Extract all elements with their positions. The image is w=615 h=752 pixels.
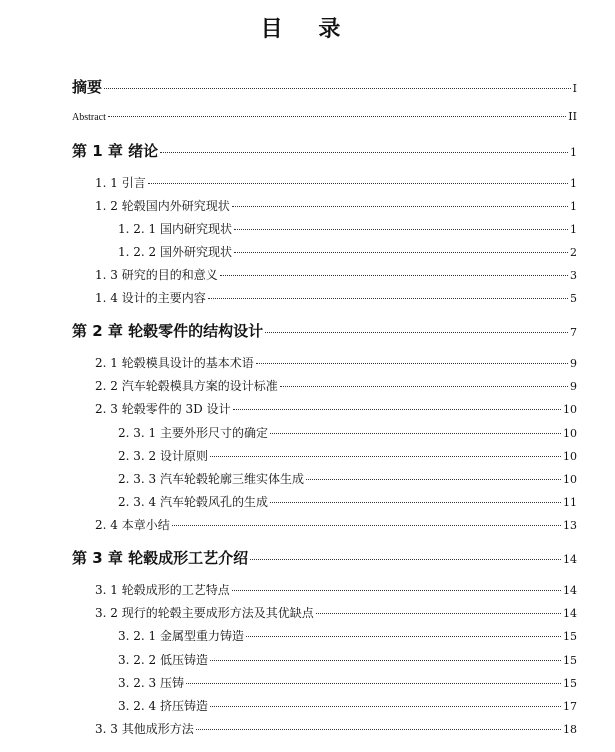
leader-dots bbox=[256, 363, 568, 364]
toc-entry[interactable] bbox=[72, 547, 577, 568]
toc-entry[interactable] bbox=[118, 674, 577, 691]
toc-entry[interactable] bbox=[95, 289, 577, 306]
toc-entry[interactable] bbox=[95, 516, 577, 533]
toc-entry-label: 第 3 章 轮毂成形工艺介绍 bbox=[72, 549, 249, 567]
toc-entry-page: 1 bbox=[570, 200, 577, 213]
toc-entry-page: 3 bbox=[570, 269, 577, 282]
leader-dots bbox=[270, 433, 561, 434]
toc-entry-page: 1 bbox=[570, 146, 577, 159]
page-title: 目 录 bbox=[260, 17, 355, 42]
toc-entry[interactable] bbox=[118, 220, 577, 237]
toc-entry[interactable] bbox=[95, 720, 577, 737]
toc-entry[interactable] bbox=[95, 377, 577, 394]
toc-entry[interactable] bbox=[118, 697, 577, 714]
toc-entry-label: 1. 2. 2 国外研究现状 bbox=[118, 245, 232, 259]
toc-entry[interactable] bbox=[72, 76, 577, 97]
toc-entry-label: 2. 3 轮毂零件的 3D 设计 bbox=[95, 402, 231, 416]
toc-entry[interactable] bbox=[95, 581, 577, 598]
toc-entry-page: 15 bbox=[563, 654, 577, 667]
leader-dots bbox=[104, 88, 571, 89]
leader-dots bbox=[210, 706, 561, 707]
leader-dots bbox=[250, 559, 561, 560]
toc-entry-page: 10 bbox=[563, 403, 577, 416]
toc-entry[interactable] bbox=[95, 174, 577, 191]
toc-entry-page: 14 bbox=[563, 553, 577, 566]
toc-entry-label: 1. 2 轮毂国内外研究现状 bbox=[95, 199, 230, 213]
leader-dots bbox=[270, 502, 561, 503]
leader-dots bbox=[234, 252, 568, 253]
toc-entry-label: 2. 2 汽车轮毂模具方案的设计标准 bbox=[95, 379, 278, 393]
toc-entry-page: I bbox=[572, 82, 577, 95]
leader-dots bbox=[246, 636, 561, 637]
toc-entry-label: 2. 4 本章小结 bbox=[95, 518, 170, 532]
toc-entry[interactable] bbox=[118, 651, 577, 668]
toc-entry-label: 2. 1 轮毂模具设计的基本术语 bbox=[95, 356, 254, 370]
leader-dots bbox=[232, 590, 561, 591]
leader-dots bbox=[265, 332, 568, 333]
toc-entry[interactable] bbox=[118, 493, 577, 510]
toc-entry-label: 3. 2. 3 压铸 bbox=[118, 676, 184, 690]
toc-entry-page: 9 bbox=[570, 380, 577, 393]
toc-entry-label: 2. 3. 2 设计原则 bbox=[118, 449, 208, 463]
leader-dots bbox=[234, 229, 568, 230]
toc-entry-label: 第 2 章 轮毂零件的结构设计 bbox=[72, 322, 264, 340]
toc-entry-page: 5 bbox=[570, 292, 577, 305]
toc-entry-label: 摘要 bbox=[72, 78, 103, 96]
toc-entry[interactable] bbox=[118, 627, 577, 644]
toc-entry-page: 14 bbox=[563, 584, 577, 597]
leader-dots bbox=[148, 183, 568, 184]
toc-entry-label: 1. 4 设计的主要内容 bbox=[95, 291, 206, 305]
toc-entry-page: II bbox=[568, 110, 577, 123]
toc-entry-page: 15 bbox=[563, 630, 577, 643]
toc-entry-page: 17 bbox=[563, 700, 577, 713]
toc-entry-page: 9 bbox=[570, 357, 577, 370]
toc-entry[interactable] bbox=[118, 470, 577, 487]
leader-dots bbox=[233, 409, 561, 410]
toc-entry-label: 1. 3 研究的目的和意义 bbox=[95, 268, 218, 282]
toc-entry-page: 15 bbox=[563, 677, 577, 690]
toc-entry[interactable] bbox=[72, 110, 577, 123]
toc-entry-label: 3. 1 轮毂成形的工艺特点 bbox=[95, 583, 230, 597]
leader-dots bbox=[210, 660, 561, 661]
toc-entry-label: 3. 2 现行的轮毂主要成形方法及其优缺点 bbox=[95, 606, 314, 620]
toc-entry[interactable] bbox=[95, 604, 577, 621]
toc-entry[interactable] bbox=[118, 243, 577, 260]
leader-dots bbox=[220, 275, 568, 276]
leader-dots bbox=[172, 525, 561, 526]
leader-dots bbox=[210, 456, 561, 457]
toc-entry[interactable] bbox=[95, 400, 577, 417]
toc-entry-page: 1 bbox=[570, 223, 577, 236]
toc-entry-page: 11 bbox=[563, 496, 577, 509]
leader-dots bbox=[232, 206, 568, 207]
toc-entry-label: 3. 2. 4 挤压铸造 bbox=[118, 699, 208, 713]
leader-dots bbox=[160, 152, 568, 153]
leader-dots bbox=[306, 479, 561, 480]
toc-entry-page: 1 bbox=[570, 177, 577, 190]
toc-entry[interactable] bbox=[72, 140, 577, 161]
leader-dots bbox=[186, 683, 561, 684]
toc-entry-label: 1. 1 引言 bbox=[95, 176, 146, 190]
toc-entry-page: 10 bbox=[563, 450, 577, 463]
toc-entry[interactable] bbox=[95, 266, 577, 283]
toc-entry[interactable] bbox=[118, 424, 577, 441]
toc-entry-label: 2. 3. 4 汽车轮毂风孔的生成 bbox=[118, 495, 268, 509]
toc-entry-label: 2. 3. 1 主要外形尺寸的确定 bbox=[118, 426, 268, 440]
toc-entry-page: 10 bbox=[563, 473, 577, 486]
leader-dots bbox=[280, 386, 568, 387]
toc-entry-label: 3. 2. 1 金属型重力铸造 bbox=[118, 629, 244, 643]
toc-entry-page: 18 bbox=[563, 723, 577, 736]
toc-entry[interactable] bbox=[95, 354, 577, 371]
toc-entry[interactable] bbox=[95, 197, 577, 214]
leader-dots bbox=[208, 298, 568, 299]
toc-entry-label: 3. 2. 2 低压铸造 bbox=[118, 653, 208, 667]
toc-entry-page: 7 bbox=[570, 326, 577, 339]
toc-entry-label: 2. 3. 3 汽车轮毂轮廓三维实体生成 bbox=[118, 472, 304, 486]
toc-entry-label: 第 1 章 绪论 bbox=[72, 142, 159, 160]
leader-dots bbox=[316, 613, 561, 614]
toc-entry-page: 14 bbox=[563, 607, 577, 620]
toc-entry[interactable] bbox=[118, 447, 577, 464]
leader-dots bbox=[196, 729, 561, 730]
toc-entry[interactable] bbox=[72, 320, 577, 341]
toc-entry-label: 3. 3 其他成形方法 bbox=[95, 722, 194, 736]
toc-entry-page: 13 bbox=[563, 519, 577, 532]
leader-dots bbox=[108, 116, 566, 117]
toc-entry-label: 1. 2. 1 国内研究现状 bbox=[118, 222, 232, 236]
toc-entry-page: 2 bbox=[570, 246, 577, 259]
toc-entry-page: 10 bbox=[563, 427, 577, 440]
toc-entry-label: Abstract bbox=[72, 112, 106, 123]
